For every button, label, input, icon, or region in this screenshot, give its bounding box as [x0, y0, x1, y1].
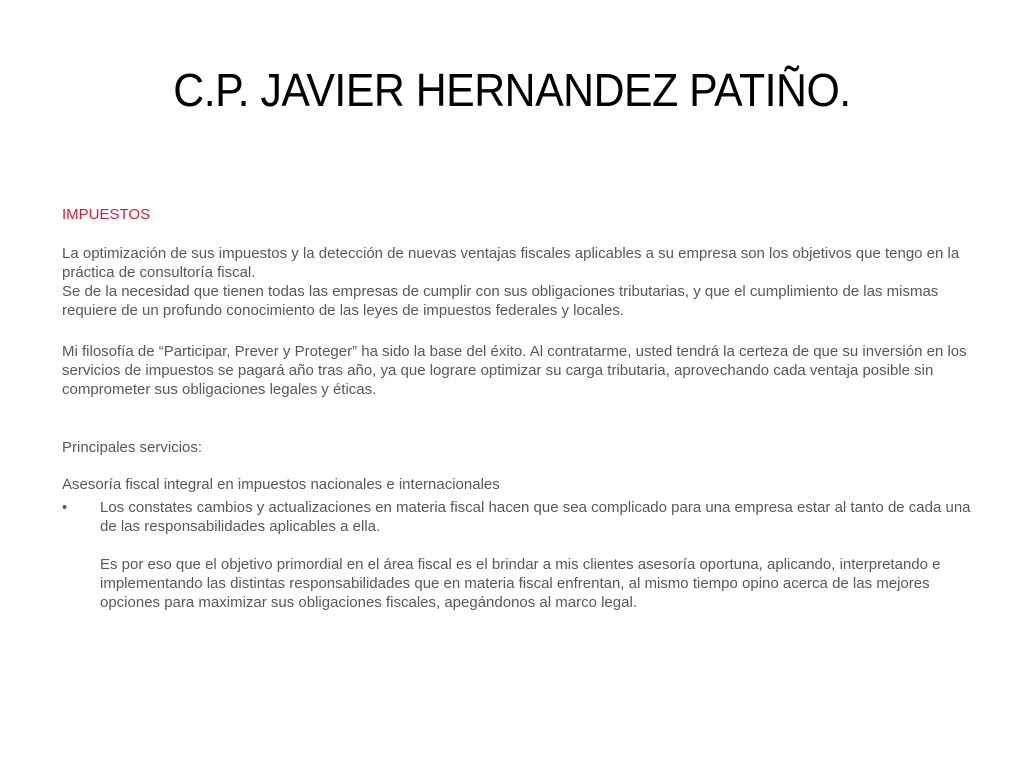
intro-paragraph-line1: La optimización de sus impuestos y la detección de nuevas ventajas fiscales aplicables a su empresa son los objetivos que tengo en la práctica de consultoría fiscal.	[62, 245, 960, 281]
philosophy-paragraph: Mi filosofía de “Participar, Prever y Proteger” ha sido la base del éxito. Al contratarme, usted tendrá la certeza de que su inversión en los servicios de impuestos se pagará año tras año, ya que lograre optimizar su carga tributaria, aprovechando cada ventaja posible sin comprometer sus obligaciones legales y éticas.	[62, 343, 967, 398]
service-bullet	[62, 498, 982, 612]
service-title: Asesoría fiscal integral en impuestos nacionales e internacionales	[62, 476, 500, 493]
intro-paragraph-line2: Se de la necesidad que tienen todas las empresas de cumplir con sus obligaciones tributarias, y que el cumplimiento de las mismas requiere de un profundo conocimiento de las leyes de impuestos federales y locales.	[62, 283, 939, 319]
slide-title: C.P. JAVIER HERNANDEZ PATIÑO.	[173, 64, 851, 116]
spacer	[100, 536, 982, 555]
bullet-text-1: Los constates cambios y actualizaciones en materia fiscal hacen que sea complicado para una empresa estar al tanto de cada una de las responsabilidades aplicables a ella.	[100, 499, 971, 535]
spacer	[62, 457, 982, 475]
spacer	[62, 399, 982, 438]
section-heading: IMPUESTOS	[62, 206, 151, 223]
services-heading: Principales servicios:	[62, 439, 203, 456]
spacer	[62, 320, 982, 342]
bullet-text-2: Es por eso que el objetivo primordial en el área fiscal es el brindar a mis clientes asesoría oportuna, aplicando, interpretando e implementando las distintas responsabilidades que en materia fiscal enfrentan, al mismo tiempo opino acerca de las mejores opciones para maximizar sus obligaciones fiscales, apegándonos al marco legal.	[100, 556, 941, 611]
slide-content	[62, 205, 982, 612]
bullet-icon: •	[62, 499, 68, 516]
